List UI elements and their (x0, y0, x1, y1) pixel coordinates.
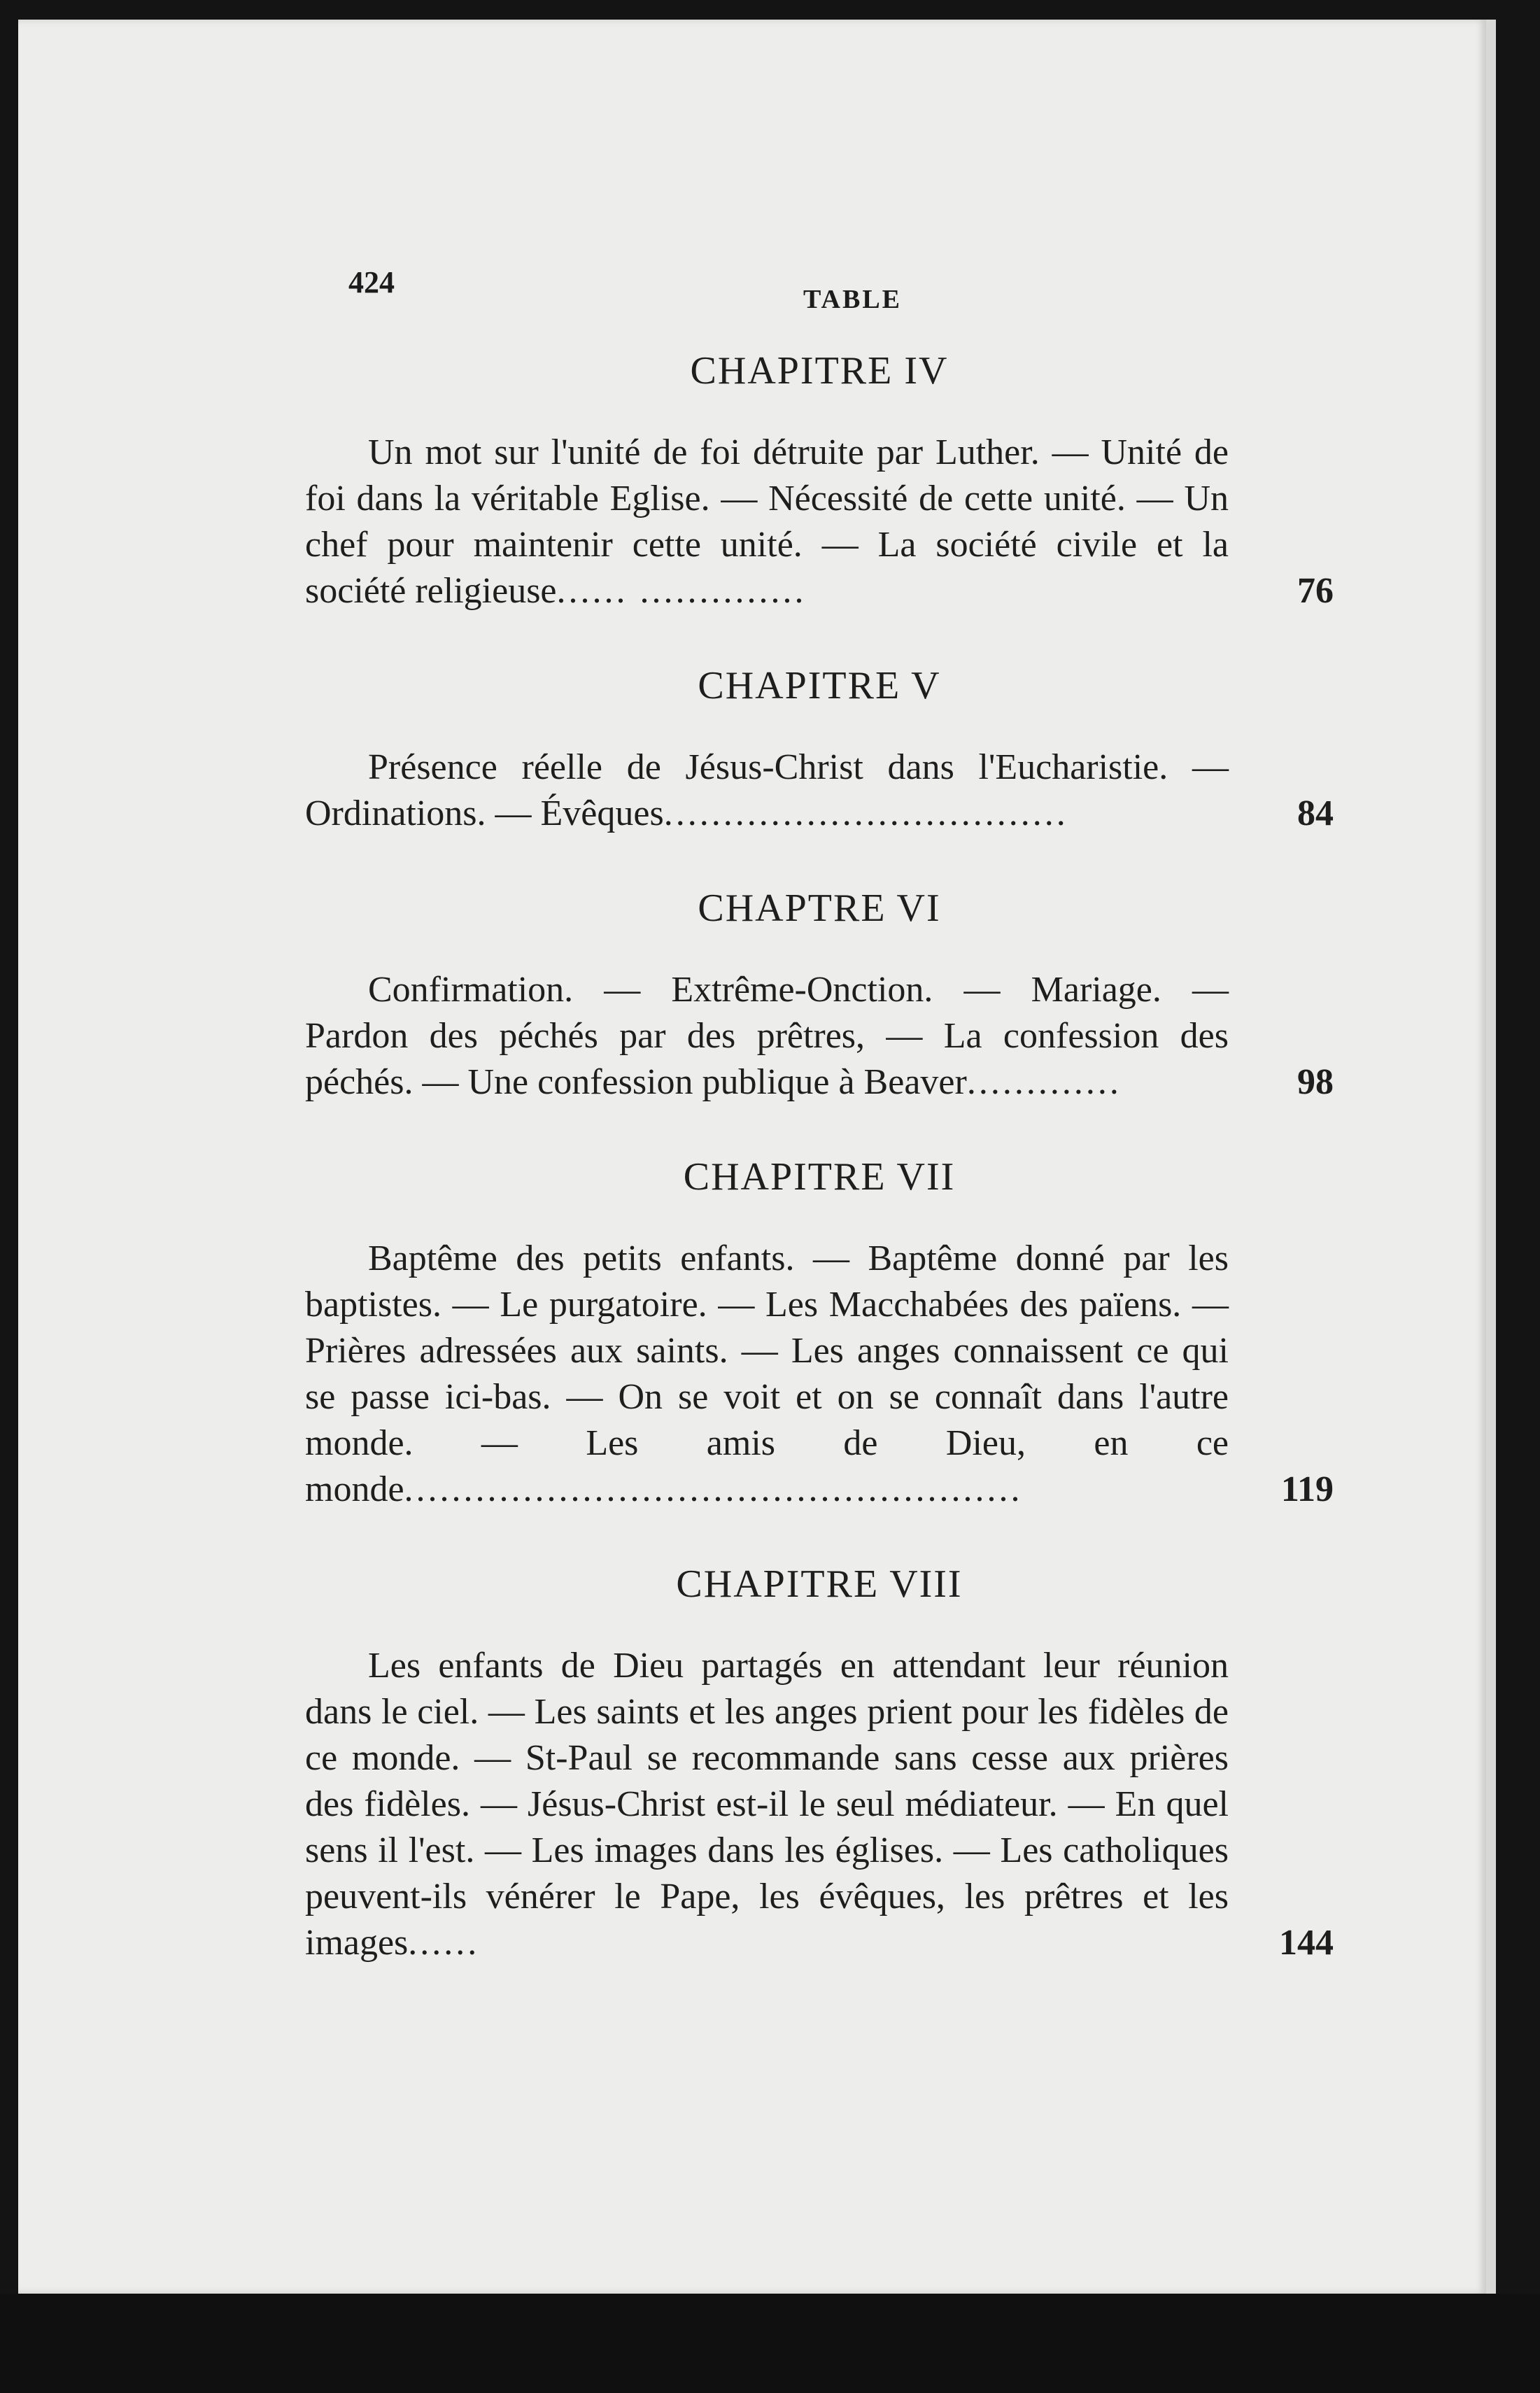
chapter-summary (305, 967, 1334, 1106)
page-reference: 119 (1280, 1469, 1334, 1509)
chapter-title: CHAPITRE VII (683, 1155, 956, 1199)
dot-leaders: .................................................... (404, 1469, 1023, 1509)
summary-text: Les enfants de Dieu partagés en attendant leur réunion dans le ciel. — Les saints et les anges prient pour les fidèles de ce monde. — St-Paul se recommande sans cesse aux prières des fidèles. — Jésus-Christ est-il le seul médiateur. — En quel sens il l'est. — Les images dans les églises. — Les catholiques peuvent-ils vénérer le Pape, les évêques, les prêtres et les images (305, 1646, 1229, 1963)
chapter-8 (305, 1562, 1334, 1966)
page-edge (1486, 20, 1496, 2294)
scan-background (0, 2294, 1540, 2393)
page-reference: 76 (1297, 571, 1334, 611)
dot-leaders: ...... .............. (556, 571, 807, 611)
page-number: 424 (348, 265, 395, 299)
chapter-7 (305, 1155, 1334, 1513)
book-page (18, 20, 1486, 2294)
chapter-title: CHAPITRE VIII (676, 1562, 963, 1606)
page-reference: 84 (1297, 793, 1334, 833)
summary-text: Baptême des petits enfants. — Baptême donné par les baptistes. — Le purgatoire. — Les Macchabées des païens. — Prières adressées aux saints. — Les anges connaissent ce qui se passe ici-bas. — On se voit et on se connaît dans l'autre monde. — Les amis de Dieu, en ce monde (305, 1238, 1229, 1509)
summary-text: Confirmation. — Extrême-Onction. — Mariage. — Pardon des péchés par des prêtres, — La confession des péchés. — Une confession publique à Beaver (305, 970, 1229, 1102)
page-reference: 144 (1279, 1923, 1334, 1963)
running-head: TABLE (803, 285, 903, 314)
chapter-title: CHAPTRE VI (698, 887, 941, 930)
chapter-5 (305, 663, 1334, 837)
dot-leaders: ...... (408, 1923, 480, 1963)
chapter-summary (305, 1236, 1334, 1513)
summary-text: Un mot sur l'unité de foi détruite par Luther. — Unité de foi dans la véritable Eglise. — Nécessité de cette unité. — Un chef pour maintenir cette unité. — La société civile et la société religieuse (305, 432, 1229, 611)
chapter-4 (305, 348, 1334, 614)
chapter-summary (305, 1643, 1334, 1966)
chapter-title: CHAPITRE V (698, 664, 941, 707)
chapter-6 (305, 886, 1334, 1106)
summary-text: Présence réelle de Jésus-Christ dans l'Eucharistie. — Ordinations. — Évêques (305, 747, 1229, 833)
table-of-contents (305, 348, 1334, 2015)
dot-leaders: ............. (966, 1062, 1122, 1102)
chapter-summary (305, 744, 1334, 837)
chapter-summary (305, 430, 1334, 614)
chapter-title: CHAPITRE IV (690, 349, 949, 393)
page-reference: 98 (1297, 1062, 1334, 1102)
dot-leaders: .................................. (663, 793, 1068, 833)
